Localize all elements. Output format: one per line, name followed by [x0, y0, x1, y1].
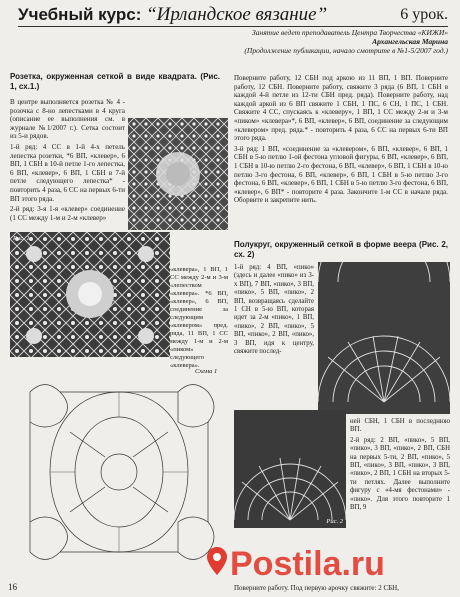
fig1-caption: Рис. 1 — [13, 235, 30, 242]
left-text-column — [10, 98, 125, 222]
page-number: 16 — [8, 582, 17, 592]
section-title-rosette: Розетка, окруженная сеткой в виде квадрата. (Рис. 1, сх.1.) — [10, 72, 220, 91]
scheme1-caption: Схема 1 — [195, 368, 218, 375]
right-section-title-block — [234, 240, 448, 260]
crochet-scheme-drawing — [10, 372, 228, 577]
publication-note: (Продолжение публикации, начало смотрите в №1-5/2007 год.) — [244, 46, 448, 55]
header-divider — [18, 26, 448, 27]
fan-lace-image-2 — [234, 410, 346, 528]
lesson-number: 6 урок. — [400, 6, 448, 23]
course-label: Учебный курс: — [18, 5, 142, 24]
teacher-note: Занятие ведет преподаватель Центра Творчества «КИЖИ» — [252, 28, 448, 37]
semicircle-photo-top — [318, 262, 450, 414]
lace-pattern-image — [128, 118, 228, 230]
course-title: “Ирландское вязание” — [146, 4, 328, 25]
right-paragraph-3: 1-й ряд: 4 ВП, «пико» (здесь и далее «пико» из 3-х ВП), 7 ВП, «пико», 3 ВП, «пико», 5 ВП, «пико», 2 ВП, возвращаясь сделайте 1 СН в 5-ю ВП, которая идет за 2-м «пико», 1 ВП, «пико», 2 ВП, «пико», 5 ВП, «пико», 2 ВП, «пико», 3 ВП, идя к центру, свяжите послед- — [234, 264, 314, 356]
under-photo-text — [170, 266, 228, 370]
right-text-top — [234, 74, 448, 205]
left-paragraph-3: 2-й ряд: 3-я 1-я «клевер» соединение (1 СС между 1-м и 2-м «клевер» — [10, 205, 125, 222]
lace-square-image — [10, 232, 170, 357]
left-paragraph-2: 1-й ряд: 4 СС в 1-й 4-х петель лепестка розетки, *6 ВП, «клевер», 6 ВП, 1 СБН в 10-й петле 1-го лепестка, 6 ВП, «клевер», 6 ВП, 1 СБН в 7-й петле следующего лепестка* - повторить 4 раза, 6 СС на первых 6-ти ВП этого ряда. — [10, 142, 125, 203]
rosette-photo-main — [10, 232, 170, 357]
right-text-row1 — [234, 264, 314, 356]
watermark-logo: Postila.ru — [230, 545, 385, 583]
under-photo-paragraph: «клевера», 1 ВП, 1 СС между 2-м и 3-м «лепестком «клевера». *6 ВП, «клевер», 6 ВП, соединение за следующим «клевером» пред. ряда, 11 ВП, 1 СС между 1-м и 2-м «пиком» следующего «клевера». — [170, 266, 228, 369]
scheme-1-diagram — [10, 372, 228, 577]
right-text-row2 — [350, 418, 450, 512]
section-title-semicircle: Полукруг, окруженный сеткой в форме веера (Рис. 2, сх. 2) — [234, 240, 448, 259]
bottom-line — [234, 584, 448, 593]
right-paragraph-2: 3-й ряд: 1 ВП, «соединение за «клевером», 6 ВП, «клевер», 6 ВП, 1 СБН в 5-ю петлю 1-ой фестона угловой фигуры, 6 ВП, «клевер», 6 ВП, 1 СБН в 10-ю петлю 2-го фестона, 6 ВП, «клевер», 6 ВП, 1 СБН в 10-ю петлю 3-го фестона, 6 ВП, «клевер», 6 ВП, 1 СБН в 5-ю петлю 3-го фестона, 6 ВП, «клевер», 6 ВП, 1 СБН в 5-ю петлю 3-го фестона, 6 ВП, «клевер», 6 ВП* - повторите 4 раза. Закончите 1-м СС в начале ряда. Оборвите и закрепите нить. — [234, 144, 448, 205]
course-heading — [18, 4, 327, 26]
right-paragraph-1: Поверните работу, 12 СБН под аркою из 11 ВП, 1 ВП. Поверните работу, 12 СБН. Поверните работу, свяжите 3 ряда (6 ВП, 1 СБН в каждой 4-й петле из 12-ти СБН пред. ряда). Поверните работу, над каждой аркой из 6 ВП свяжите 1 СБН, 1 ПС, 6 СН, 1 ПС, 1 СБН. Свяжите 4 СС, спускаясь к «клеверу», 1 ВП, 1 СС между 2-м и 3-м «пиком» «клевера»*, 6 ВП, «клевер», 6 ВП, соединение за следующим «клевером» пред. ряда.* - повторить 4 раза, 6 СС на первых 6-ти ВП этого ряда. — [234, 74, 448, 143]
teacher-name: Архангельская Марина — [372, 37, 448, 46]
fig2-caption: Рис. 2 — [326, 518, 343, 525]
page-header — [0, 0, 460, 66]
left-paragraph-1: В центре выполняется розетка № 4 - розочка с 8-но лепестками в 4 круга (описание ее выполнения см. в журнале №1/2007 г.). Сетка состоит из 5-и рядов. — [10, 98, 125, 141]
bottom-line-text: Поверните работу. Под первую арочку свяжите: 2 СБН, — [234, 584, 399, 592]
rosette-photo-top — [128, 118, 228, 230]
teacher-note-block — [188, 28, 448, 55]
pin-icon — [205, 546, 229, 576]
semicircle-photo-bottom — [234, 410, 346, 528]
left-section-title-block — [10, 72, 220, 92]
right-paragraph-5: 2-й ряд: 2 ВП, «пико», 5 ВП, «пико», 3 ВП, «пико», 2 ВП, СБН на первых 5-ти, 2 ВП, «пико», 5 ВП, «пико», 3 ВП, «пико», 3 ВП, «пико», 2 ВП, 1 СБН на вторых 5-ти петлях. Далее выполните фигуру с «4-мя фестонами» - «пико». Для этого повторите 1 ВП, 9 — [350, 436, 450, 512]
right-paragraph-4: ней СБН, 1 СБН в последнюю ВП. — [350, 418, 450, 434]
fan-lace-image — [318, 262, 450, 414]
